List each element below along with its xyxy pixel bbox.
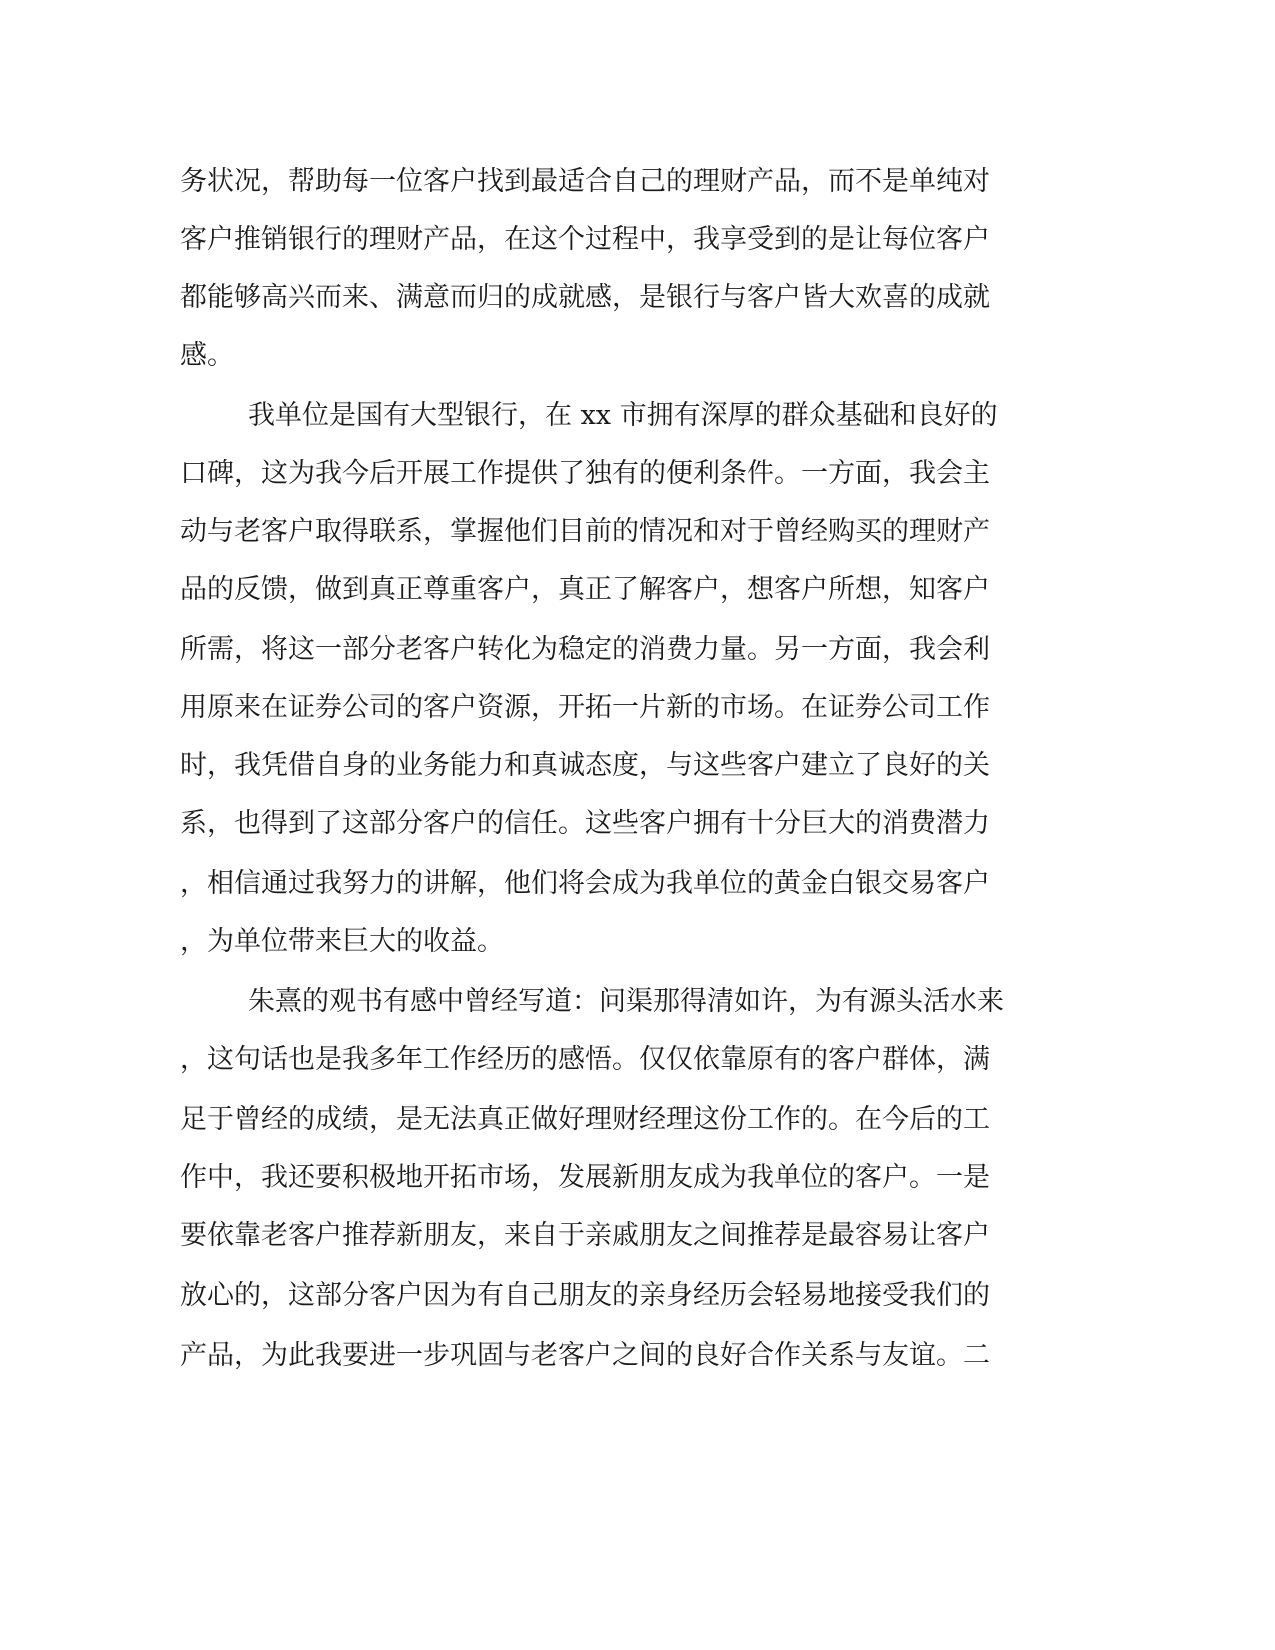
text-line: [0, 502, 1275, 562]
line-text: 动与老客户取得联系，掌握他们目前的情况和对于曾经购买的理财产: [180, 516, 990, 547]
text-line: [0, 444, 1275, 504]
text-line: [0, 678, 1275, 738]
text-line: [0, 560, 1275, 620]
line-text: ，这句话也是我多年工作经历的感悟。仅仅依靠原有的客户群体，满: [180, 1044, 990, 1075]
line-text: 产品，为此我要进一步巩固与老客户之间的良好合作关系与友谊。二: [180, 1340, 990, 1371]
text-line: [0, 912, 1275, 972]
text-line: [0, 736, 1275, 796]
text-line: [0, 620, 1275, 680]
text-line: [0, 152, 1275, 212]
text-line: [0, 326, 1275, 386]
text-line: [0, 1266, 1275, 1326]
paragraph-first-line: [0, 386, 1275, 446]
text-line: [0, 1206, 1275, 1266]
text-line: [0, 854, 1275, 914]
line-text: 朱熹的观书有感中曾经写道：问渠那得清如许，为有源头活水来: [248, 986, 1004, 1017]
line-text: ，相信通过我努力的讲解，他们将会成为我单位的黄金白银交易客户: [180, 868, 990, 899]
line-text: 都能够高兴而来、满意而归的成就感，是银行与客户皆大欢喜的成就: [180, 282, 990, 313]
line-text: 务状况，帮助每一位客户找到最适合自己的理财产品，而不是单纯对: [180, 166, 990, 197]
line-text: 所需，将这一部分老客户转化为稳定的消费力量。另一方面，我会利: [180, 634, 990, 665]
line-text: ，为单位带来巨大的收益。: [180, 926, 504, 957]
line-text: 放心的，这部分客户因为有自己朋友的亲身经历会轻易地接受我们的: [180, 1280, 990, 1311]
text-line: [0, 1148, 1275, 1208]
line-text: 我单位是国有大型银行，在 xx 市拥有深厚的群众基础和良好的: [248, 400, 998, 431]
line-text: 要依靠老客户推荐新朋友，来自于亲戚朋友之间推荐是最容易让客户: [180, 1220, 990, 1251]
line-text: 客户推销银行的理财产品，在这个过程中，我享受到的是让每位客户: [180, 224, 990, 255]
line-text: 足于曾经的成绩，是无法真正做好理财经理这份工作的。在今后的工: [180, 1104, 990, 1135]
line-text: 口碑，这为我今后开展工作提供了独有的便利条件。一方面，我会主: [180, 458, 990, 489]
line-text: 感。: [180, 340, 234, 371]
text-line: [0, 210, 1275, 270]
text-line: [0, 268, 1275, 328]
text-line: [0, 1326, 1275, 1386]
text-line: [0, 794, 1275, 854]
line-text: 系，也得到了这部分客户的信任。这些客户拥有十分巨大的消费潜力: [180, 808, 990, 839]
text-line: [0, 1090, 1275, 1150]
paragraph-first-line: [0, 972, 1275, 1032]
line-text: 品的反馈，做到真正尊重客户，真正了解客户，想客户所想，知客户: [180, 574, 990, 605]
text-line: [0, 1030, 1275, 1090]
line-text: 用原来在证券公司的客户资源，开拓一片新的市场。在证券公司工作: [180, 692, 990, 723]
line-text: 作中，我还要积极地开拓市场，发展新朋友成为我单位的客户。一是: [180, 1162, 990, 1193]
line-text: 时，我凭借自身的业务能力和真诚态度，与这些客户建立了良好的关: [180, 750, 990, 781]
